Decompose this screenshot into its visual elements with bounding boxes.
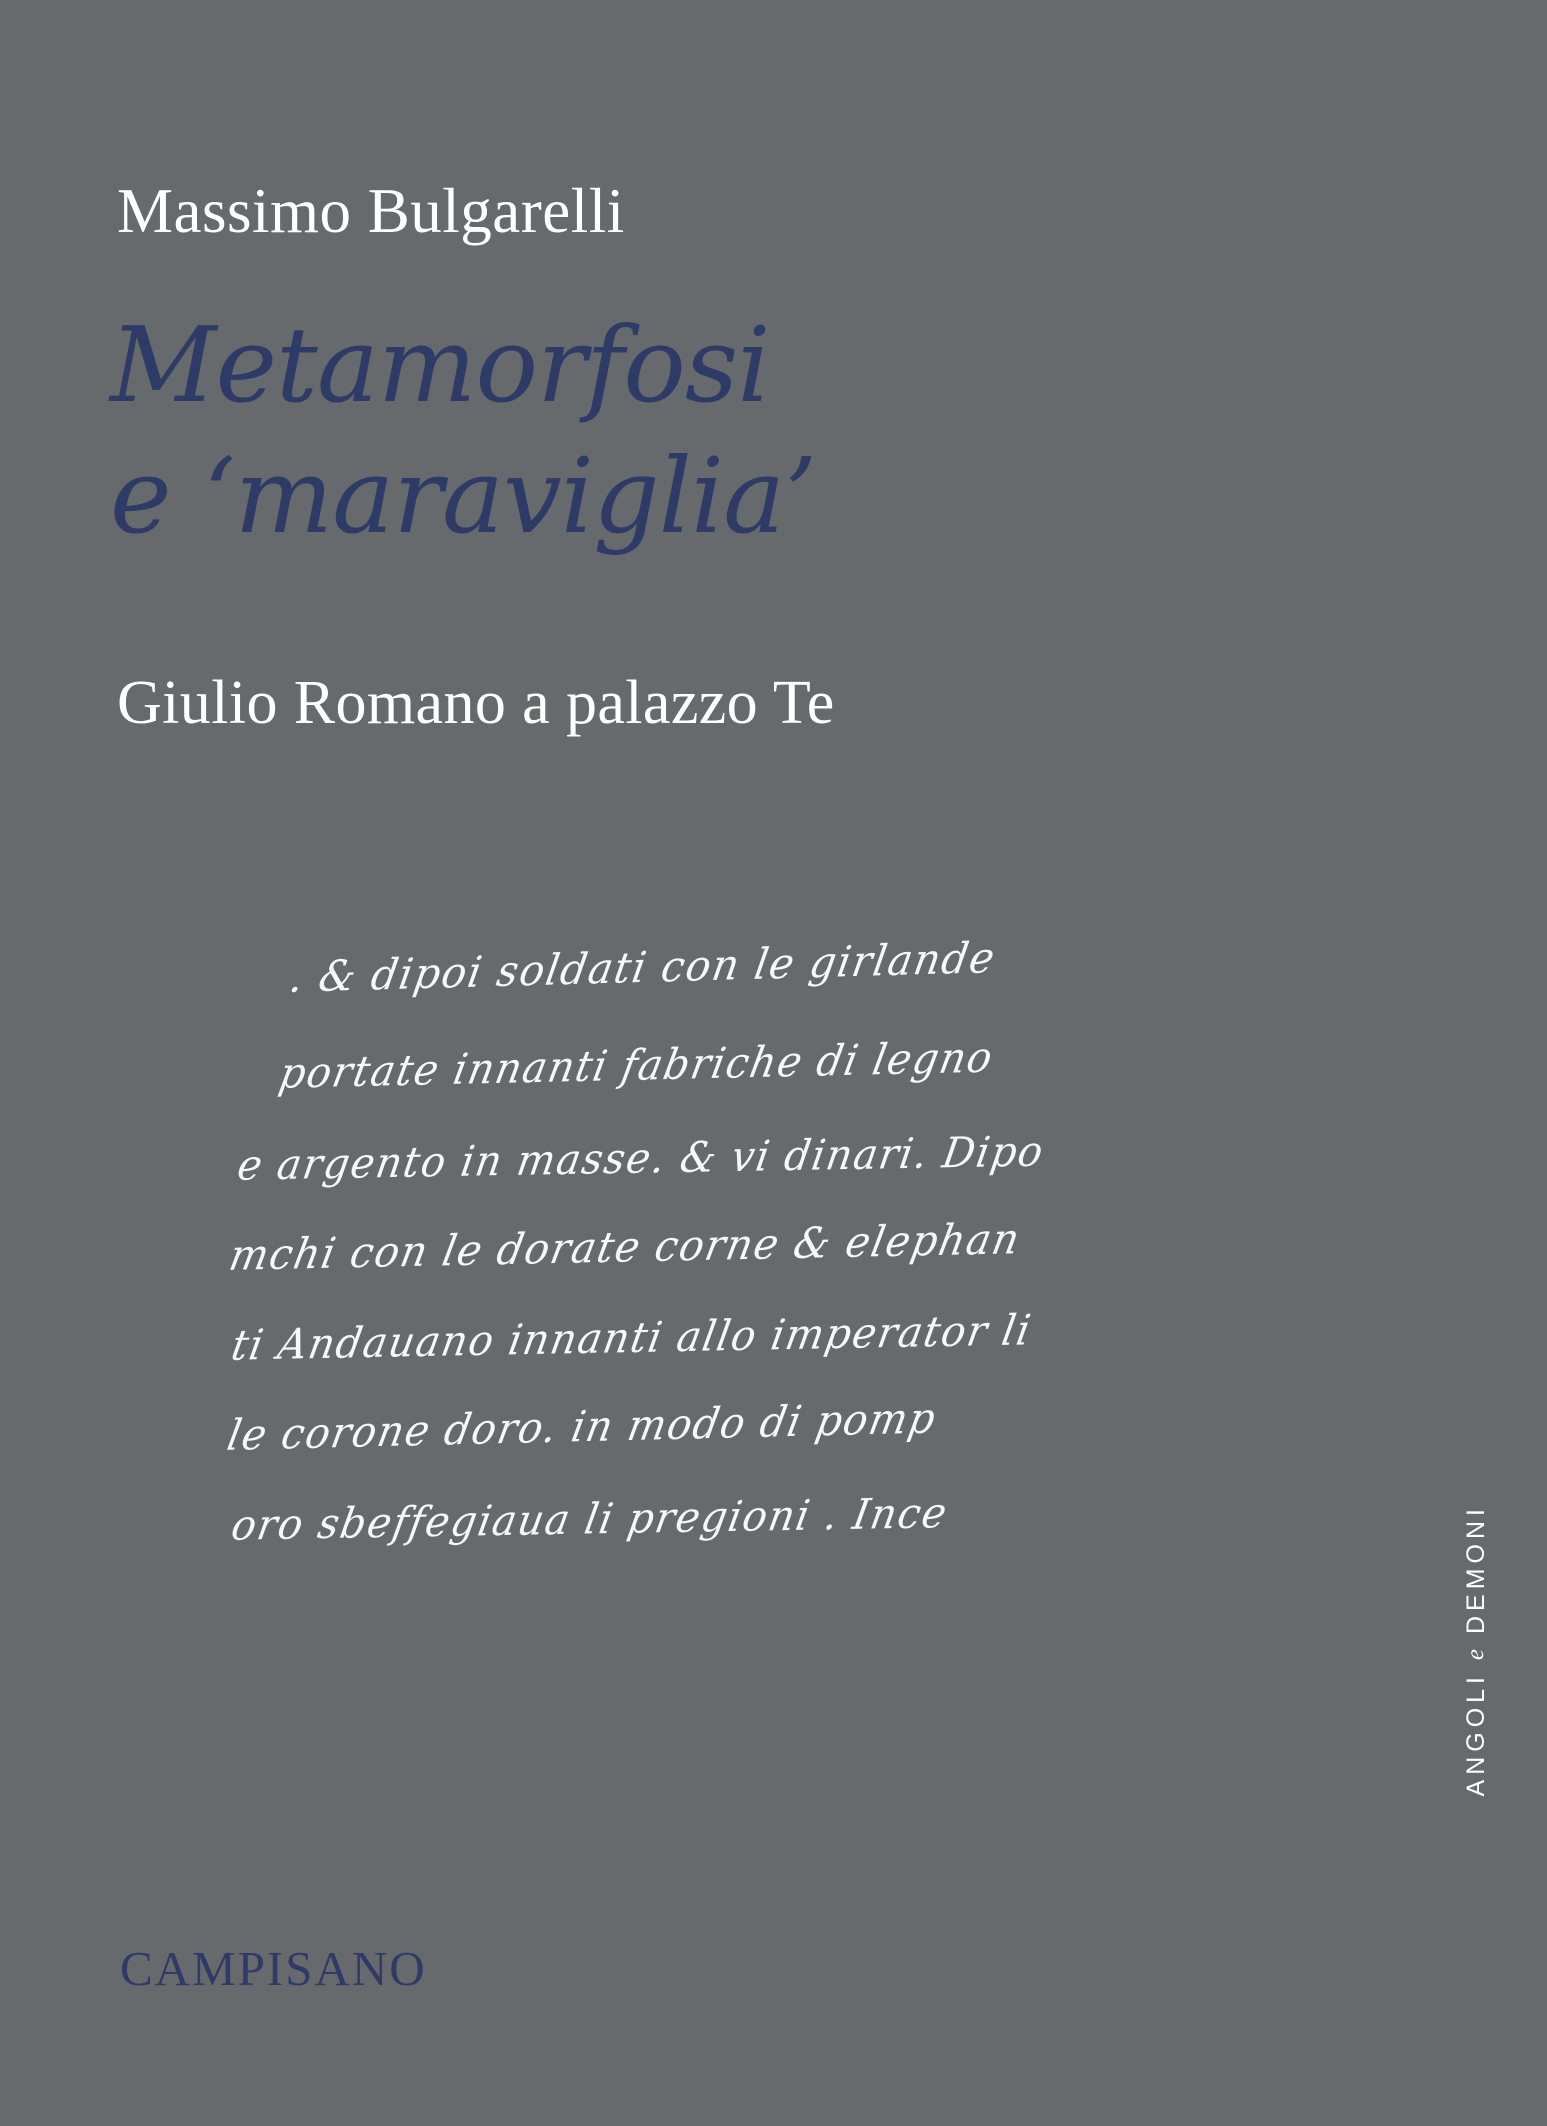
manuscript-line: portate innanti fabriche di legno <box>275 1033 998 1099</box>
manuscript-line: ti Andauano innanti allo imperator li <box>227 1306 1036 1371</box>
manuscript-line: mchi con le dorate corne & elephan <box>225 1214 1025 1281</box>
book-subtitle: Giulio Romano a palazzo Te <box>117 669 835 737</box>
series-emphasis: e <box>1462 1645 1489 1660</box>
manuscript-line: . & dipoi soldati con le girlande <box>285 933 1000 1003</box>
series-name <box>1462 1504 1491 1796</box>
title-line-1: Metamorfosi <box>110 304 770 426</box>
author-name: Massimo Bulgarelli <box>117 176 625 246</box>
title-line-2: e ‘maraviglia’ <box>110 435 817 558</box>
manuscript-line: e argento in masse. & vi dinari. Dipo <box>234 1127 1048 1191</box>
manuscript-line: oro sbeffegiaua li pregioni . Ince <box>227 1489 952 1551</box>
series-suffix: DEMONI <box>1462 1503 1490 1646</box>
book-title <box>110 300 1210 562</box>
series-prefix: ANGOLI <box>1462 1659 1490 1796</box>
publisher-name: CAMPISANO <box>120 1941 427 1996</box>
manuscript-line: le corone doro. in modo di pomp <box>223 1394 941 1461</box>
manuscript-facsimile <box>223 933 1250 1595</box>
